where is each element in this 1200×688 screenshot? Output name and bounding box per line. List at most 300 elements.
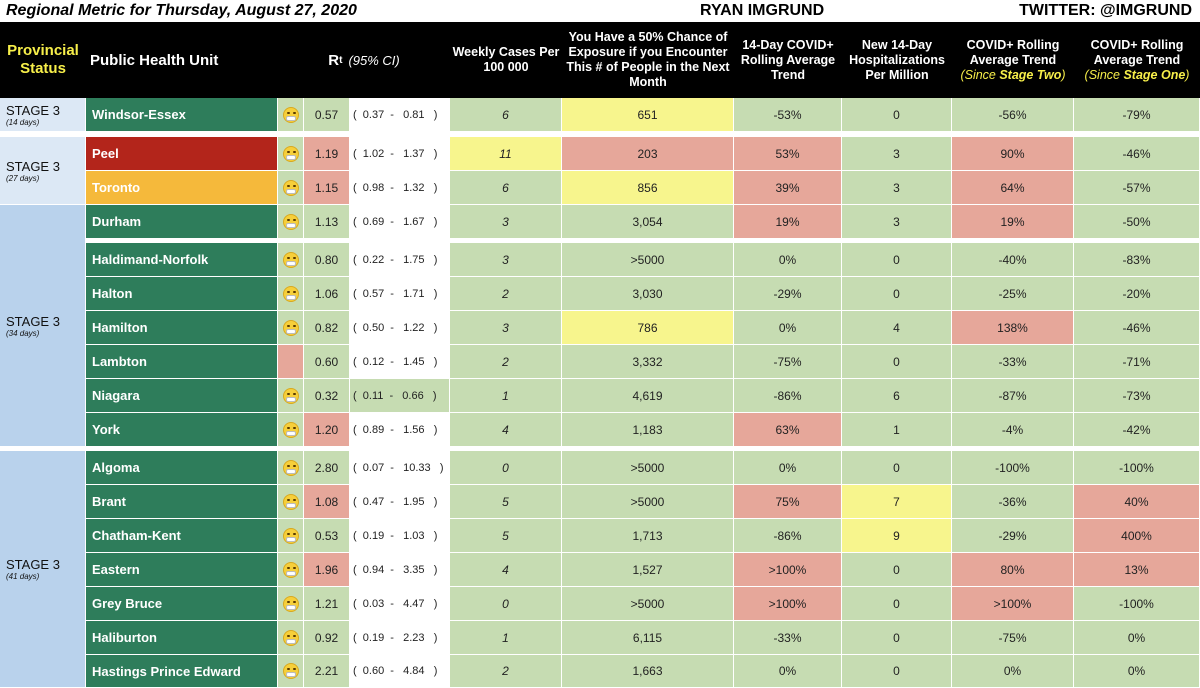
header-public-health-unit: [86, 22, 278, 98]
stage-days: (34 days): [6, 328, 40, 338]
rt-value-cell: [304, 137, 350, 171]
rt-ci-cell: [350, 311, 450, 345]
exposure-cell: [562, 485, 734, 519]
exposure-value: 1,663: [632, 664, 663, 678]
trend-stage-two-value: 80%: [1000, 562, 1025, 577]
rt-value: 0.92: [314, 630, 339, 645]
weekly-cases-cell: [450, 553, 562, 587]
trend-14day-value: 0%: [778, 252, 797, 267]
mask-face-icon: [278, 205, 304, 239]
mask-face-icon: [278, 621, 304, 655]
trend-stage-two-value: -75%: [998, 630, 1027, 645]
rt-value: 0.82: [314, 320, 339, 335]
trend-14day-value: 53%: [775, 146, 800, 161]
weekly-cases-cell: [450, 451, 562, 485]
trend-stage-two-cell: [952, 519, 1074, 553]
trend-stage-one-value: -71%: [1122, 354, 1151, 369]
exposure-value: 786: [637, 320, 658, 335]
trend-stage-two-cell: [952, 98, 1074, 132]
exposure-cell: [562, 345, 734, 379]
trend-stage-one-value: -46%: [1122, 146, 1151, 161]
rt-ci-value: ( 0.89 - 1.56 ): [353, 423, 438, 436]
header-rt: [278, 22, 450, 98]
weekly-cases-value: 1: [502, 388, 509, 403]
mask-face-icon: [278, 243, 304, 277]
trend-stage-two-value: -33%: [998, 354, 1027, 369]
rt-ci-cell: [350, 553, 450, 587]
weekly-cases-cell: [450, 205, 562, 239]
header-14day-label: 14-Day COVID+ Rolling Average Trend: [740, 37, 836, 82]
report-title: Regional Metric for Thursday, August 27, 2020: [6, 2, 357, 19]
hospitalizations-value: 3: [893, 146, 900, 161]
trend-14day-cell: [734, 587, 842, 621]
phu-name-cell[interactable]: [86, 621, 278, 655]
trend-14day-value: 63%: [775, 422, 800, 437]
mask-face-icon: [283, 320, 299, 336]
exposure-value: 6,115: [632, 630, 663, 645]
trend-14day-value: 39%: [775, 180, 800, 195]
rt-ci-value: ( 1.02 - 1.37 ): [353, 147, 438, 160]
trend-stage-one-cell: [1074, 98, 1200, 132]
phu-name-cell[interactable]: [86, 655, 278, 688]
exposure-cell: [562, 519, 734, 553]
phu-name-cell[interactable]: [86, 205, 278, 239]
rt-value: 1.08: [314, 494, 339, 509]
trend-stage-one-cell: [1074, 621, 1200, 655]
hospitalizations-value: 0: [893, 596, 900, 611]
rt-ci-value: ( 0.69 - 1.67 ): [353, 215, 438, 228]
trend-14day-value: -86%: [773, 388, 802, 403]
mask-face-icon: [283, 180, 299, 196]
exposure-value: >5000: [630, 252, 665, 267]
trend-stage-two-cell: [952, 655, 1074, 688]
weekly-cases-cell: [450, 587, 562, 621]
trend-14day-cell: [734, 485, 842, 519]
trend-14day-value: -53%: [773, 107, 802, 122]
header-rt-ci: (95% CI): [348, 52, 400, 68]
exposure-value: >5000: [630, 494, 665, 509]
mask-face-icon: [278, 519, 304, 553]
trend-stage-one-cell: [1074, 379, 1200, 413]
phu-name: Hamilton: [92, 320, 148, 335]
hospitalizations-value: 0: [893, 460, 900, 475]
exposure-cell: [562, 137, 734, 171]
trend-14day-value: 0%: [778, 460, 797, 475]
trend-stage-two-cell: [952, 621, 1074, 655]
rt-ci-cell: [350, 98, 450, 132]
trend-14day-value: 19%: [775, 214, 800, 229]
exposure-value: 1,183: [632, 422, 663, 437]
trend-stage-two-cell: [952, 277, 1074, 311]
phu-name: York: [92, 422, 120, 437]
phu-name: Haliburton: [92, 630, 157, 645]
trend-stage-two-value: 90%: [1000, 146, 1025, 161]
rt-ci-cell: [350, 277, 450, 311]
header-14day-trend: [734, 22, 842, 98]
header-s1-sub-b: Stage One: [1123, 67, 1186, 82]
weekly-cases-value: 1: [502, 630, 509, 645]
hospitalizations-cell: [842, 379, 952, 413]
trend-stage-one-value: -57%: [1122, 180, 1151, 195]
phu-name: Eastern: [92, 562, 140, 577]
exposure-cell: [562, 655, 734, 688]
exposure-cell: [562, 277, 734, 311]
rt-ci-value: ( 0.60 - 4.84 ): [353, 665, 438, 677]
weekly-cases-value: 5: [502, 528, 509, 543]
trend-stage-one-value: -100%: [1119, 596, 1154, 611]
trend-14day-cell: [734, 277, 842, 311]
hospitalizations-cell: [842, 451, 952, 485]
header-trend-stage-one: [1074, 22, 1200, 98]
header-hospitalizations: [842, 22, 952, 98]
rt-value-cell: [304, 485, 350, 519]
weekly-cases-cell: [450, 655, 562, 688]
mask-face-icon: [283, 214, 299, 230]
weekly-cases-cell: [450, 137, 562, 171]
phu-name-cell[interactable]: [86, 553, 278, 587]
exposure-cell: [562, 379, 734, 413]
rt-value-cell: [304, 621, 350, 655]
stage-days: (41 days): [6, 572, 40, 581]
stage-cell: [0, 98, 86, 132]
exposure-value: 3,030: [632, 286, 663, 301]
mask-face-icon: [278, 587, 304, 621]
hospitalizations-cell: [842, 311, 952, 345]
hospitalizations-value: 0: [893, 664, 900, 678]
rt-ci-value: ( 0.19 - 1.03 ): [353, 529, 438, 542]
weekly-cases-value: 6: [502, 180, 509, 195]
trend-stage-one-value: -50%: [1122, 214, 1151, 229]
trend-stage-one-value: 400%: [1121, 528, 1152, 543]
header-s1-sub: [1085, 68, 1190, 83]
mask-face-icon: [283, 663, 299, 679]
phu-name: Hastings Prince Edward: [92, 663, 241, 679]
hospitalizations-cell: [842, 413, 952, 447]
trend-stage-two-value: -56%: [998, 107, 1027, 122]
weekly-cases-value: 2: [502, 354, 509, 369]
phu-name: Halton: [92, 286, 133, 301]
trend-stage-one-value: -79%: [1122, 107, 1151, 122]
trend-stage-one-cell: [1074, 137, 1200, 171]
trend-14day-cell: [734, 137, 842, 171]
mask-face-icon: [278, 277, 304, 311]
trend-stage-one-value: -100%: [1119, 460, 1154, 475]
mask-face-icon: [283, 630, 299, 646]
phu-name-cell[interactable]: [86, 98, 278, 132]
phu-name: Brant: [92, 494, 126, 509]
rt-value-cell: [304, 205, 350, 239]
header-provincial-label: Provincial Status: [7, 42, 79, 77]
mask-face-icon: [283, 107, 299, 123]
weekly-cases-cell: [450, 98, 562, 132]
rt-value-cell: [304, 243, 350, 277]
phu-name: Lambton: [92, 354, 147, 369]
mask-face-icon: [278, 451, 304, 485]
trend-stage-one-value: -20%: [1122, 286, 1151, 301]
trend-stage-one-value: 13%: [1124, 562, 1149, 577]
rt-value: 1.21: [314, 596, 339, 611]
trend-14day-cell: [734, 379, 842, 413]
weekly-cases-cell: [450, 243, 562, 277]
phu-name-cell[interactable]: [86, 243, 278, 277]
phu-name-cell[interactable]: [86, 485, 278, 519]
trend-stage-two-value: >100%: [993, 596, 1032, 611]
header-s1-main: COVID+ Rolling Average Trend: [1090, 37, 1184, 67]
rt-value-cell: [304, 587, 350, 621]
rt-value-cell: [304, 379, 350, 413]
trend-stage-two-cell: [952, 413, 1074, 447]
exposure-cell: [562, 98, 734, 132]
exposure-value: >5000: [630, 596, 665, 611]
weekly-cases-value: 4: [502, 562, 509, 577]
weekly-cases-value: 5: [502, 494, 509, 509]
header-weekly-cases: [450, 22, 562, 98]
rt-ci-cell: [350, 379, 450, 413]
weekly-cases-cell: [450, 311, 562, 345]
rt-value-cell: [304, 277, 350, 311]
trend-stage-one-value: -73%: [1122, 388, 1151, 403]
stage-days: (14 days): [6, 117, 40, 127]
phu-name-cell[interactable]: [86, 379, 278, 413]
trend-stage-two-cell: [952, 553, 1074, 587]
trend-stage-two-value: -100%: [995, 460, 1030, 475]
header-trend-stage-two: [952, 22, 1074, 98]
hospitalizations-cell: [842, 587, 952, 621]
exposure-value: 856: [637, 180, 658, 195]
hospitalizations-value: 7: [893, 494, 900, 509]
mask-face-icon: [278, 98, 304, 132]
mask-face-icon: [278, 379, 304, 413]
rt-value: 0.32: [314, 388, 339, 403]
hospitalizations-cell: [842, 277, 952, 311]
trend-14day-cell: [734, 553, 842, 587]
header-s2-sub-a: (Since: [960, 67, 1000, 82]
trend-stage-one-value: -83%: [1122, 252, 1151, 267]
weekly-cases-value: 0: [502, 596, 509, 611]
trend-14day-value: -29%: [773, 286, 802, 301]
exposure-value: 1,527: [632, 562, 663, 577]
hospitalizations-cell: [842, 98, 952, 132]
rt-value: 0.57: [314, 107, 339, 122]
rt-value: 1.06: [314, 286, 339, 301]
mask-face-icon: [283, 494, 299, 510]
rt-value-cell: [304, 655, 350, 688]
trend-stage-one-cell: [1074, 345, 1200, 379]
trend-stage-two-value: 64%: [1000, 180, 1025, 195]
trend-stage-two-cell: [952, 243, 1074, 277]
exposure-cell: [562, 587, 734, 621]
exposure-cell: [562, 171, 734, 205]
phu-name-cell[interactable]: [86, 519, 278, 553]
trend-14day-cell: [734, 413, 842, 447]
hospitalizations-value: 1: [893, 422, 900, 437]
phu-name: Niagara: [92, 388, 140, 403]
weekly-cases-value: 3: [502, 214, 509, 229]
trend-14day-value: -33%: [773, 630, 802, 645]
trend-stage-one-value: -46%: [1122, 320, 1151, 335]
trend-14day-cell: [734, 98, 842, 132]
stage-label: STAGE 3: [6, 102, 60, 118]
rt-ci-value: ( 0.07 - 10.33 ): [353, 461, 444, 474]
trend-stage-one-cell: [1074, 553, 1200, 587]
hospitalizations-cell: [842, 171, 952, 205]
mask-face-icon: [278, 413, 304, 447]
rt-ci-cell: [350, 655, 450, 688]
trend-stage-one-cell: [1074, 655, 1200, 688]
phu-name-cell[interactable]: [86, 451, 278, 485]
rt-ci-cell: [350, 205, 450, 239]
weekly-cases-cell: [450, 345, 562, 379]
rt-ci-cell: [350, 413, 450, 447]
trend-14day-value: 75%: [775, 494, 800, 509]
hospitalizations-cell: [842, 205, 952, 239]
rt-value: 0.80: [314, 252, 339, 267]
rt-value-cell: [304, 345, 350, 379]
mask-face-icon: [278, 485, 304, 519]
exposure-value: >5000: [630, 460, 665, 475]
hospitalizations-value: 0: [893, 354, 900, 369]
rt-ci-value: ( 0.37 - 0.81 ): [353, 108, 438, 121]
hospitalizations-value: 0: [893, 252, 900, 267]
exposure-cell: [562, 553, 734, 587]
rt-value-cell: [304, 553, 350, 587]
rt-value-cell: [304, 171, 350, 205]
phu-name-cell[interactable]: [86, 587, 278, 621]
exposure-value: 4,619: [632, 388, 663, 403]
trend-stage-two-value: 19%: [1000, 214, 1025, 229]
weekly-cases-cell: [450, 485, 562, 519]
trend-14day-cell: [734, 205, 842, 239]
trend-stage-one-value: 40%: [1124, 494, 1149, 509]
trend-14day-value: -86%: [773, 528, 802, 543]
header-rt-symbol: R: [328, 51, 340, 69]
rt-value-cell: [304, 519, 350, 553]
header-s1-sub-a: (Since: [1084, 67, 1124, 82]
rt-value: 1.15: [314, 180, 339, 195]
trend-14day-cell: [734, 243, 842, 277]
trend-14day-cell: [734, 171, 842, 205]
header-s2-sub-c: ): [1061, 67, 1066, 82]
trend-stage-two-cell: [952, 485, 1074, 519]
phu-name-cell[interactable]: [86, 137, 278, 171]
phu-name: Chatham-Kent: [92, 528, 181, 543]
trend-stage-two-cell: [952, 311, 1074, 345]
phu-name-cell[interactable]: [86, 345, 278, 379]
trend-stage-two-value: -36%: [998, 494, 1027, 509]
trend-stage-two-value: -4%: [1001, 422, 1024, 437]
trend-14day-cell: [734, 655, 842, 688]
trend-stage-one-cell: [1074, 205, 1200, 239]
trend-stage-one-value: 0%: [1127, 630, 1146, 645]
hospitalizations-cell: [842, 345, 952, 379]
stage-cell: [0, 205, 86, 447]
stage-cell: [0, 137, 86, 205]
mask-face-icon: [278, 137, 304, 171]
trend-stage-one-cell: [1074, 243, 1200, 277]
phu-name: Durham: [92, 214, 142, 229]
rt-ci-cell: [350, 243, 450, 277]
phu-name-cell[interactable]: [86, 171, 278, 205]
exposure-cell: [562, 413, 734, 447]
stage-days: (27 days): [6, 173, 40, 183]
hospitalizations-cell: [842, 553, 952, 587]
exposure-cell: [562, 205, 734, 239]
stage-cell: [0, 451, 86, 688]
header-s2-sub: [960, 68, 1065, 83]
rt-value: 0.60: [314, 354, 339, 369]
trend-stage-two-cell: [952, 379, 1074, 413]
trend-stage-two-value: -87%: [998, 388, 1027, 403]
mask-face-icon: [283, 286, 299, 302]
mask-face-icon: [283, 562, 299, 578]
mask-face-icon: [283, 528, 299, 544]
rt-ci-cell: [350, 621, 450, 655]
hospitalizations-value: 3: [893, 214, 900, 229]
mask-face-icon: [283, 388, 299, 404]
trend-14day-cell: [734, 621, 842, 655]
rt-value-cell: [304, 98, 350, 132]
phu-name-cell[interactable]: [86, 277, 278, 311]
trend-stage-two-value: 138%: [997, 320, 1028, 335]
title-bar: [0, 0, 1200, 22]
trend-stage-two-cell: [952, 137, 1074, 171]
trend-stage-one-cell: [1074, 519, 1200, 553]
trend-14day-value: >100%: [768, 562, 807, 577]
phu-name-cell[interactable]: [86, 413, 278, 447]
trend-stage-two-value: -29%: [998, 528, 1027, 543]
hospitalizations-cell: [842, 243, 952, 277]
hospitalizations-cell: [842, 137, 952, 171]
trend-stage-one-cell: [1074, 277, 1200, 311]
trend-stage-one-value: 0%: [1127, 664, 1146, 678]
exposure-value: 651: [637, 107, 658, 122]
weekly-cases-value: 4: [502, 422, 509, 437]
header-rt-sub: t: [339, 54, 343, 66]
hospitalizations-value: 4: [893, 320, 900, 335]
exposure-cell: [562, 243, 734, 277]
author-name: RYAN IMGRUND: [700, 2, 825, 19]
weekly-cases-value: 3: [502, 320, 509, 335]
header-hosp-label: New 14-Day Hospitalizations Per Million: [849, 37, 945, 82]
header-phu-label: Public Health Unit: [90, 51, 219, 69]
weekly-cases-cell: [450, 413, 562, 447]
phu-name: Grey Bruce: [92, 596, 163, 611]
rt-ci-cell: [350, 485, 450, 519]
rt-ci-value: ( 0.98 - 1.32 ): [353, 181, 438, 194]
weekly-cases-value: 2: [502, 286, 509, 301]
mask-face-icon: [278, 311, 304, 345]
trend-stage-two-value: -25%: [998, 286, 1027, 301]
phu-name: Toronto: [92, 180, 141, 195]
stage-label: STAGE 3: [6, 557, 60, 572]
rt-ci-cell: [350, 451, 450, 485]
rt-ci-value: ( 0.22 - 1.75 ): [353, 253, 438, 266]
trend-stage-two-value: 0%: [1003, 664, 1022, 678]
weekly-cases-cell: [450, 171, 562, 205]
hospitalizations-cell: [842, 485, 952, 519]
phu-name-cell[interactable]: [86, 311, 278, 345]
weekly-cases-value: 2: [502, 664, 509, 678]
trend-14day-cell: [734, 311, 842, 345]
trend-14day-cell: [734, 345, 842, 379]
weekly-cases-cell: [450, 519, 562, 553]
exposure-value: 3,054: [632, 214, 663, 229]
mask-face-icon: [283, 596, 299, 612]
rt-value-cell: [304, 311, 350, 345]
trend-stage-two-cell: [952, 587, 1074, 621]
rt-ci-value: ( 0.57 - 1.71 ): [353, 287, 438, 300]
hospitalizations-cell: [842, 519, 952, 553]
